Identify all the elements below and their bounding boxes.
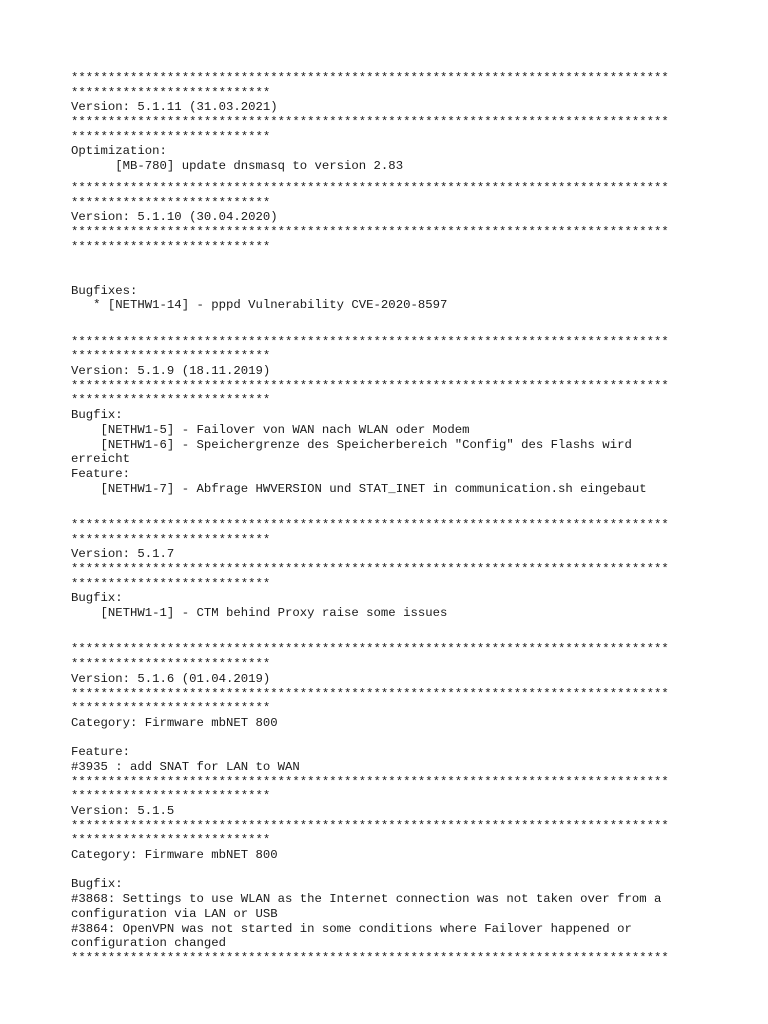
change-item: [NETHW1-6] - Speichergrenze des Speicherbereich "Config" des Flashs wird <box>71 437 632 452</box>
separator-line: *************************** <box>71 532 271 547</box>
change-item: [NETHW1-7] - Abfrage HWVERSION und STAT_INET in communication.sh eingebaut <box>71 481 647 496</box>
change-item: configuration changed <box>71 936 226 951</box>
separator-line: ********************************************************************************* <box>71 115 669 130</box>
separator-line: ********************************************************************************* <box>71 686 669 701</box>
separator-line: ********************************************************************************* <box>71 642 669 657</box>
separator-line: ********************************************************************************* <box>71 774 669 789</box>
change-item: * [NETHW1-14] - pppd Vulnerability CVE-2020-8597 <box>71 298 448 313</box>
separator-line: ********************************************************************************* <box>71 71 669 85</box>
change-item: [MB-780] update dnsmasq to version 2.83 <box>71 159 404 174</box>
change-item: #3868: Settings to use WLAN as the Internet connection was not taken over from a <box>71 892 662 907</box>
separator-line: *************************** <box>71 129 271 144</box>
change-item: erreicht <box>71 452 131 467</box>
version-heading: Version: 5.1.5 <box>71 804 175 818</box>
version-heading: Version: 5.1.10 (30.04.2020) <box>71 210 278 225</box>
separator-line: ********************************************************************************* <box>71 950 669 965</box>
change-item: #3864: OpenVPN was not started in some conditions where Failover happened or <box>71 921 632 936</box>
separator-line: *************************** <box>71 393 271 408</box>
category-line: Category: Firmware mbNET 800 <box>71 848 278 863</box>
section-heading: Bugfixes: <box>71 283 138 298</box>
version-heading: Version: 5.1.7 <box>71 547 175 562</box>
separator-line: *************************** <box>71 239 271 254</box>
section-heading: Bugfix: <box>71 877 123 892</box>
separator-line: ********************************************************************************* <box>71 224 669 239</box>
category-line: Category: Firmware mbNET 800 <box>71 715 278 730</box>
separator-line: ********************************************************************************* <box>71 378 669 393</box>
change-item: #3935 : add SNAT for LAN to WAN <box>71 759 300 774</box>
section-heading: Feature: <box>71 745 131 760</box>
separator-line: *************************** <box>71 576 271 591</box>
separator-line: *************************** <box>71 657 271 672</box>
separator-line: ********************************************************************************* <box>71 818 669 833</box>
version-heading: Version: 5.1.11 (31.03.2021) <box>71 100 278 115</box>
section-heading: Bugfix: <box>71 591 123 606</box>
separator-line: *************************** <box>71 833 271 848</box>
separator-line: ********************************************************************************* <box>71 334 669 349</box>
section-heading: Optimization: <box>71 144 167 159</box>
separator-line: *************************** <box>71 195 271 210</box>
separator-line: *************************** <box>71 701 271 716</box>
version-heading: Version: 5.1.6 (01.04.2019) <box>71 671 271 686</box>
change-item: [NETHW1-1] - CTM behind Proxy raise some issues <box>71 606 448 621</box>
changelog-document <box>71 71 711 966</box>
section-heading: Feature: <box>71 466 131 481</box>
separator-line: ********************************************************************************* <box>71 180 669 195</box>
separator-line: *************************** <box>71 349 271 364</box>
separator-line: *************************** <box>71 85 271 100</box>
separator-line: *************************** <box>71 789 271 804</box>
change-item: configuration via LAN or USB <box>71 906 278 921</box>
version-heading: Version: 5.1.9 (18.11.2019) <box>71 364 271 379</box>
separator-line: ********************************************************************************* <box>71 562 669 576</box>
separator-line: ********************************************************************************* <box>71 517 669 532</box>
section-heading: Bugfix: <box>71 408 123 423</box>
change-item: [NETHW1-5] - Failover von WAN nach WLAN oder Modem <box>71 422 470 437</box>
